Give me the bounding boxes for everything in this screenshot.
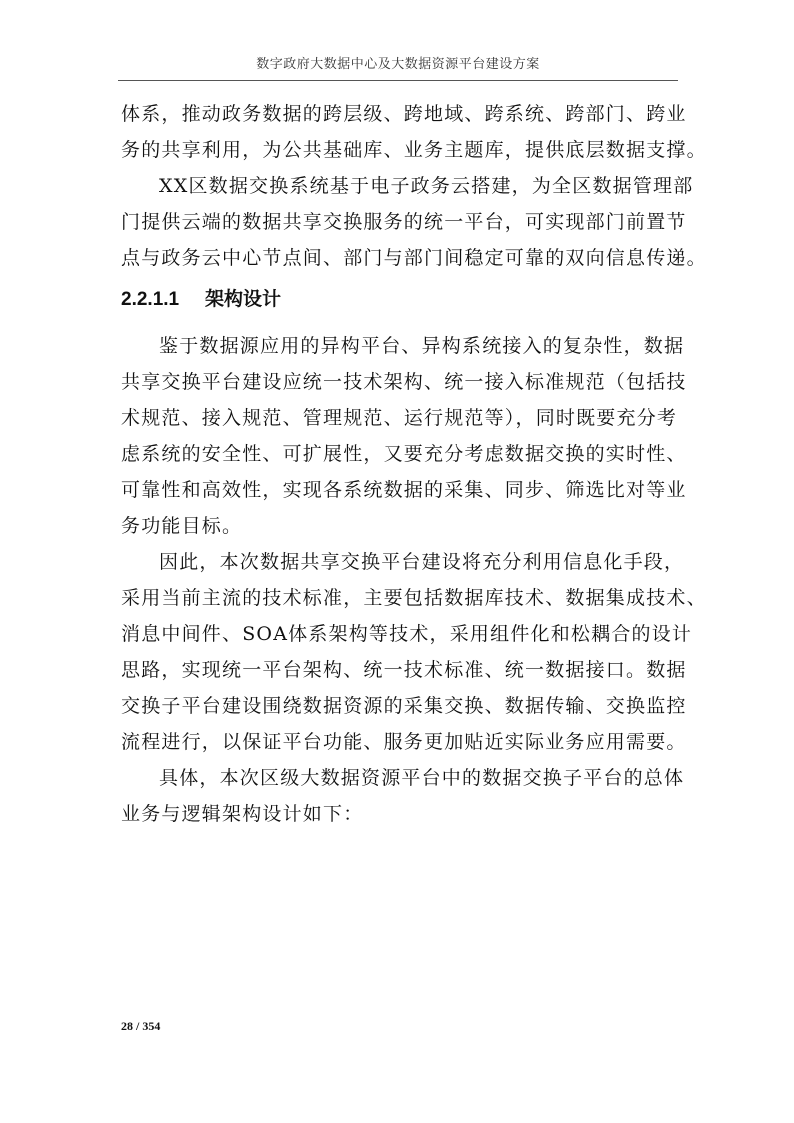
paragraph-line: 点与政务云中心节点间、部门与部门间稳定可靠的双向信息传递。 (121, 247, 707, 269)
paragraph-line: 业务与逻辑架构设计如下： (121, 803, 364, 825)
paragraph-line: 可靠性和高效性，实现各系统数据的采集、同步、筛选比对等业 (121, 479, 687, 501)
paragraph-line: 共享交换平台建设应统一技术架构、统一接入标准规范（包括技 (121, 371, 687, 393)
section-heading (121, 280, 677, 320)
paragraph-line: 虑系统的安全性、可扩展性，又要充分考虑数据交换的实时性、 (121, 443, 687, 465)
paragraph-line: 体系，推动政务数据的跨层级、跨地域、跨系统、跨部门、跨业 (121, 103, 687, 125)
paragraph-line: 流程进行，以保证平台功能、服务更加贴近实际业务应用需要。 (121, 731, 687, 753)
header-divider (118, 80, 678, 81)
paragraph-line: 务功能目标。 (121, 515, 243, 537)
document-body (121, 96, 707, 832)
paragraph-line: 交换子平台建设围绕数据资源的采集交换、数据传输、交换监控 (121, 695, 687, 717)
current-page: 28 (121, 1019, 133, 1033)
paragraph-line: XX区数据交换系统基于电子政务云搭建，为全区数据管理部 (159, 175, 694, 197)
paragraph-line: 消息中间件、SOA体系架构等技术，采用组件化和松耦合的设计 (121, 623, 693, 645)
total-pages: 354 (142, 1019, 161, 1033)
section-title: 架构设计 (205, 289, 282, 310)
page-number (121, 1019, 160, 1034)
paragraph-line: 因此，本次数据共享交换平台建设将充分利用信息化手段， (159, 551, 685, 573)
paragraph-line: 鉴于数据源应用的异构平台、异构系统接入的复杂性，数据 (159, 335, 685, 357)
paragraph-line: 采用当前主流的技术标准，主要包括数据库技术、数据集成技术、 (121, 587, 707, 609)
page-separator: / (136, 1019, 140, 1033)
paragraph-line: 具体，本次区级大数据资源平台中的数据交换子平台的总体 (159, 767, 685, 789)
page-header-title: 数字政府大数据中心及大数据资源平台建设方案 (256, 57, 540, 72)
paragraph-line: 术规范、接入规范、管理规范、运行规范等），同时既要充分考 (121, 407, 678, 429)
paragraph-line: 务的共享利用，为公共基础库、业务主题库，提供底层数据支撑。 (121, 139, 707, 161)
paragraph-line: 思路，实现统一平台架构、统一技术标准、统一数据接口。数据 (121, 659, 687, 681)
paragraph-line: 门提供云端的数据共享交换服务的统一平台，可实现部门前置节 (121, 211, 687, 233)
section-number: 2.2.1.1 (121, 289, 180, 310)
